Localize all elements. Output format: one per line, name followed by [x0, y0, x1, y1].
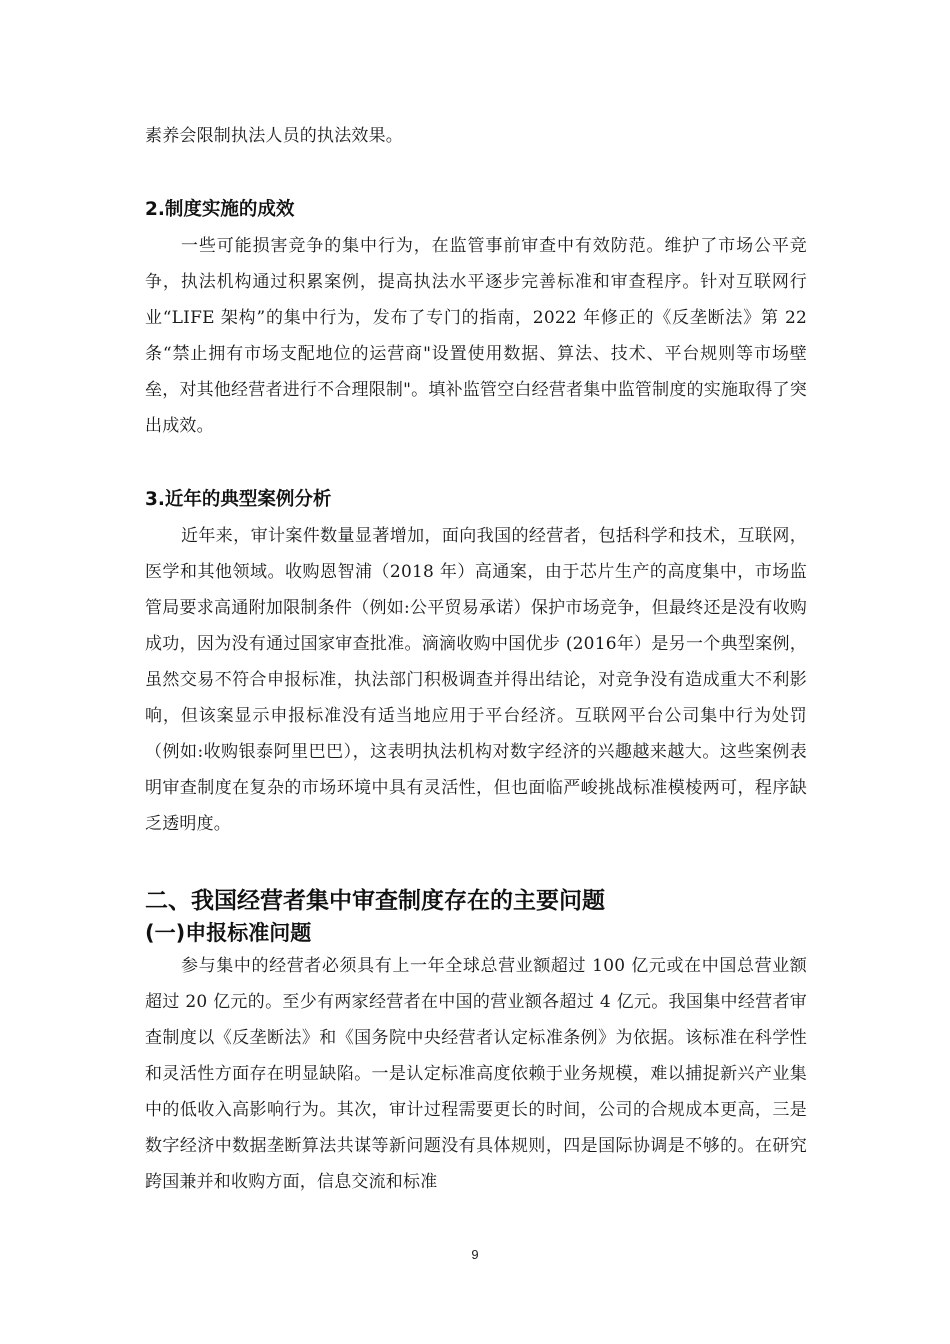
lead-paragraph: 素养会限制执法人员的执法效果。 — [145, 126, 403, 146]
section-heading-2: 2.制度实施的成效 — [145, 199, 295, 220]
section-2-paragraph: 一些可能损害竞争的集中行为，在监管事前审查中有效防范。维护了市场公平竞争，执法机构通过积累案例，提高执法水平逐步完善标准和审查程序。针对互联网行业“LIFE 架构”的集中行为，发布了专门的指南，2022 年修正的《反垄断法》第 22 条“禁止拥有市场支配地位的运营商"设置使用数据、算法、技术、平台规则等市场壁垒，对其他经营者进行不合理限制"。填补监管空白经营者集中监管制度的实施取得了突出成效。 — [145, 236, 807, 436]
chapter-heading: 二、我国经营者集中审查制度存在的主要问题 — [145, 888, 605, 914]
section-heading-3: 3.近年的典型案例分析 — [145, 489, 332, 510]
section-3-paragraph: 近年来，审计案件数量显著增加，面向我国的经营者，包括科学和技术，互联网，医学和其他领域。收购恩智浦（2018 年）高通案，由于芯片生产的高度集中，市场监管局要求高通附加限制条件（例如:公平贸易承诺）保护市场竞争，但最终还是没有收购成功，因为没有通过国家审查批准。滴滴收购中国优步 (2016年）是另一个典型案例，虽然交易不符合申报标准，执法部门积极调查并得出结论，对竞争没有造成重大不利影响，但该案显示申报标准没有适当地应用于平台经济。互联网平台公司集中行为处罚（例如:收购银泰阿里巴巴），这表明执法机构对数字经济的兴趣越来越大。这些案例表明审查制度在复杂的市场环境中具有灵活性，但也面临严峻挑战标准模棱两可，程序缺乏透明度。 — [145, 526, 807, 834]
document-body — [145, 118, 807, 1200]
subsection-paragraph: 参与集中的经营者必须具有上一年全球总营业额超过 100 亿元或在中国总营业额超过 20 亿元的。至少有两家经营者在中国的营业额各超过 4 亿元。我国集中经营者审查制度以《反垄断法》和《国务院中央经营者认定标准条例》为依据。该标准在科学性和灵活性方面存在明显缺陷。一是认定标准高度依赖于业务规模，难以捕捉新兴产业集中的低收入高影响行为。其次，审计过程需要更长的时间，公司的合规成本更高，三是数字经济中数据垄断算法共谋等新问题没有具体规则，四是国际协调是不够的。在研究跨国兼并和收购方面，信息交流和标准 — [145, 956, 807, 1192]
subsection-heading: (一)申报标准问题 — [145, 921, 312, 945]
page-number: 9 — [471, 1247, 479, 1262]
